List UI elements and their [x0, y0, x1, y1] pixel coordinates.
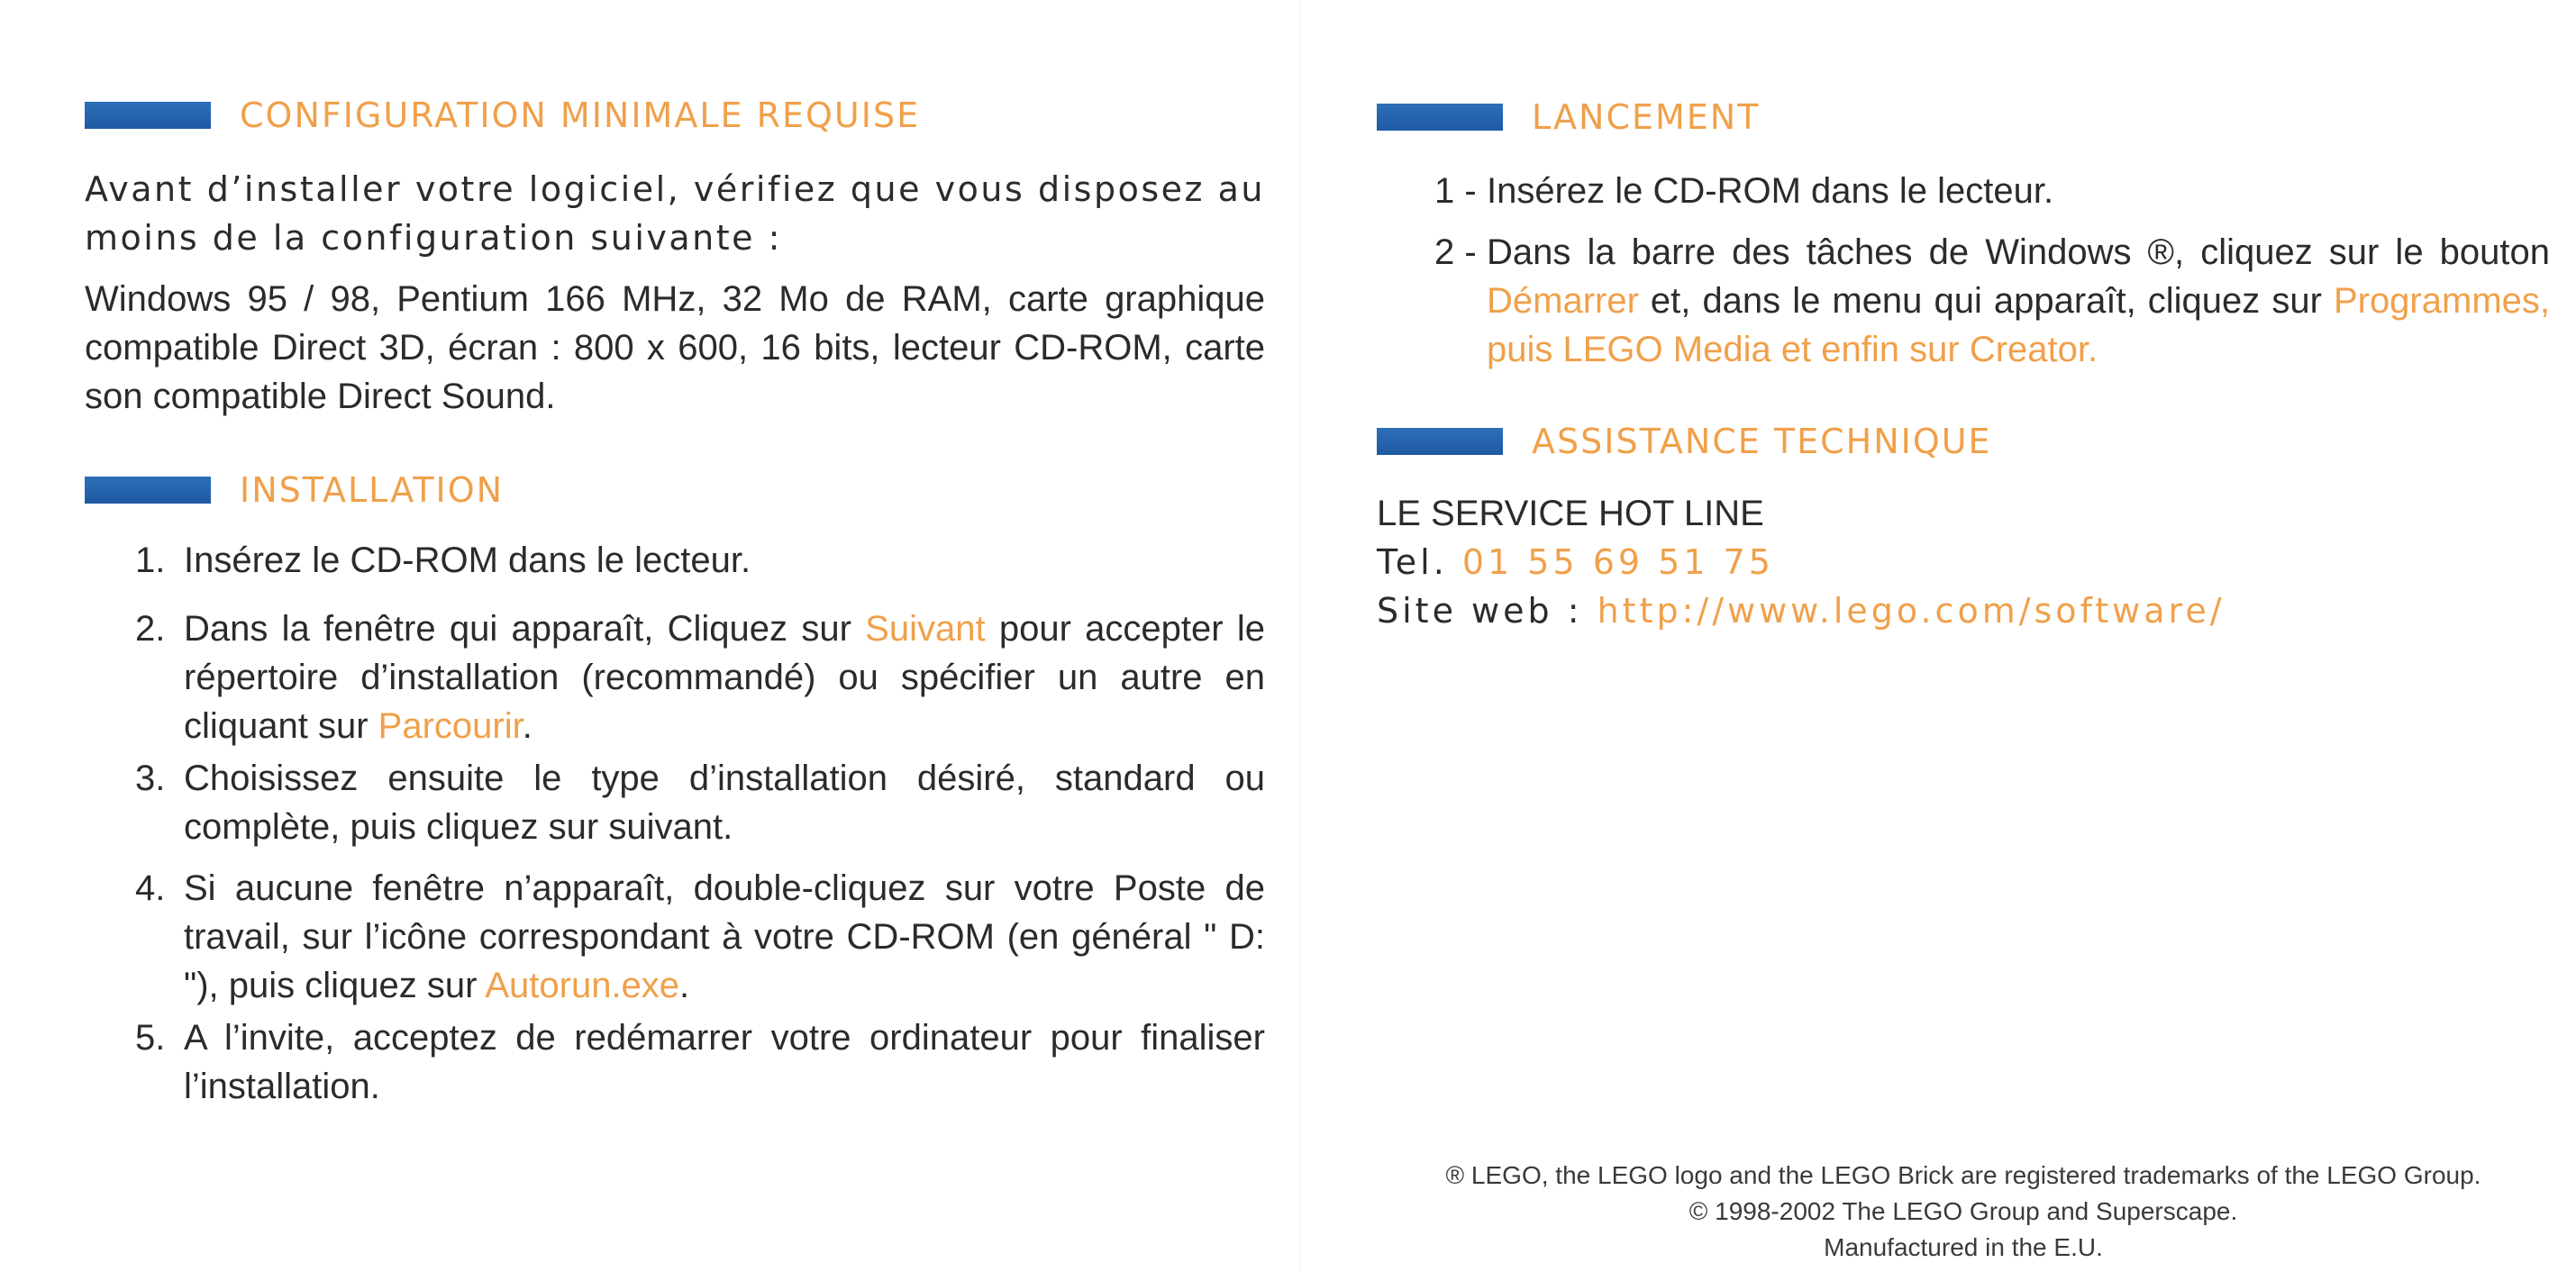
heading-bar	[85, 477, 211, 504]
heading-bar	[1377, 428, 1503, 455]
website-line	[1377, 586, 2226, 635]
support-heading-text: ASSISTANCE TECHNIQUE	[1532, 422, 1992, 461]
page-fold	[1299, 0, 1300, 1272]
hotline-title: LE SERVICE HOT LINE	[1377, 494, 1764, 533]
heading-bar	[85, 102, 211, 129]
config-intro: Avant d’installer votre logiciel, vérifiez que vous disposez au moins de la configuration suivante :	[85, 169, 1265, 258]
heading-bar	[1377, 104, 1503, 131]
website-link[interactable]: http://www.lego.com/software/	[1597, 591, 2226, 631]
list-item: 1 - Insérez le CD-ROM dans le lecteur.	[1434, 171, 2054, 211]
manufactured-line: Manufactured in the E.U.	[1824, 1233, 2103, 1261]
parcourir-label: Parcourir	[378, 706, 523, 746]
demarrer-label: Démarrer	[1487, 281, 1639, 321]
config-heading	[85, 88, 920, 142]
trademark-line: ® LEGO, the LEGO logo and the LEGO Brick are registered trademarks of the LEGO Group.	[1445, 1161, 2481, 1189]
launch-heading-text: LANCEMENT	[1532, 97, 1761, 137]
programmes-path: Programmes, puis LEGO Media et enfin sur Creator.	[1487, 281, 2550, 369]
list-item: 4. Si aucune fenêtre n’apparaît, double-cliquez sur votre Poste de travail, sur l’icône correspondant à votre CD-ROM (en général " D: "), puis cliquez sur Autorun.exe.	[135, 868, 1265, 1005]
list-item: 2 - Dans la barre des tâches de Windows ®, cliquez sur le bouton Démarrer et, dans le menu qui apparaît, cliquez sur Programmes, puis LEGO Media et enfin sur Creator.	[1434, 232, 2550, 369]
phone-number: 01 55 69 51 75	[1461, 542, 1774, 582]
website-label: Site web :	[1377, 591, 1583, 631]
config-requirements: Windows 95 / 98, Pentium 166 MHz, 32 Mo de RAM, carte graphique compatible Direct 3D, écran : 800 x 600, 16 bits, lecteur CD-ROM, carte son compatible Direct Sound.	[85, 279, 1265, 416]
support-heading	[1377, 414, 1992, 468]
list-item: 5. A l’invite, acceptez de redémarrer votre ordinateur pour finaliser l’installation.	[135, 1018, 1265, 1106]
config-heading-text: CONFIGURATION MINIMALE REQUISE	[240, 95, 921, 135]
list-item: 3. Choisissez ensuite le type d’installation désiré, standard ou complète, puis cliquez sur suivant.	[135, 759, 1265, 847]
legal-footer	[1377, 1158, 2550, 1266]
list-item: 1. Insérez le CD-ROM dans le lecteur.	[135, 541, 751, 580]
launch-heading	[1377, 90, 1760, 144]
suivant-label: Suivant	[865, 609, 986, 649]
install-heading-text: INSTALLATION	[240, 470, 505, 510]
install-heading	[85, 463, 504, 517]
phone-line	[1377, 538, 1774, 586]
copyright-line: © 1998-2002 The LEGO Group and Superscape.	[1689, 1197, 2238, 1225]
launch-steps	[1377, 167, 2550, 374]
autorun-label: Autorun.exe	[485, 966, 680, 1005]
list-item: 2. Dans la fenêtre qui apparaît, Cliquez sur Suivant pour accepter le répertoire d’installation (recommandé) ou spécifier un autre en cliquant sur Parcourir.	[135, 609, 1265, 746]
install-steps	[85, 536, 1265, 1111]
phone-label: Tel.	[1377, 542, 1448, 582]
